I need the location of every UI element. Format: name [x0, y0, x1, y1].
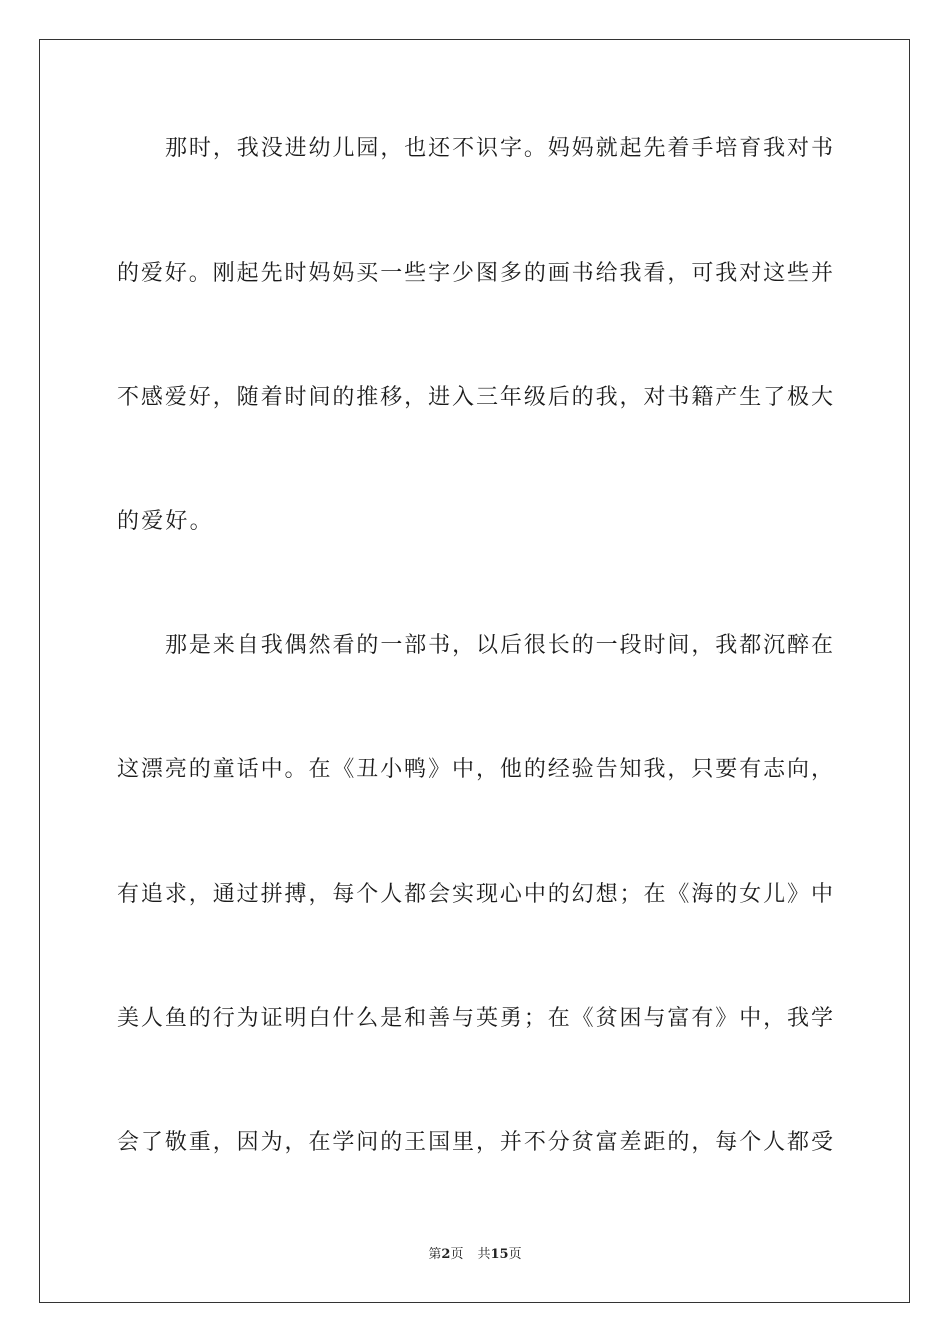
paragraph-1-line-1: 那时，我没进幼儿园，也还不识字。妈妈就起先着手培育我对书 [165, 136, 833, 161]
page-border [39, 39, 910, 1303]
paragraph-2-line-4: 美人鱼的行为证明白什么是和善与英勇；在《贫困与富有》中，我学 [117, 1006, 833, 1031]
total-label-prefix: 共 [477, 1247, 491, 1262]
paragraph-2-line-5: 会了敬重，因为，在学问的王国里，并不分贫富差距的，每个人都受 [117, 1130, 833, 1155]
page-label-prefix: 第 [428, 1247, 442, 1262]
paragraph-2-line-3: 有追求，通过拼搏，每个人都会实现心中的幻想；在《海的女儿》中 [117, 882, 833, 907]
page-footer [0, 1246, 950, 1264]
total-label-suffix: 页 [508, 1247, 522, 1262]
paragraph-2-line-2: 这漂亮的童话中。在《丑小鸭》中，他的经验告知我，只要有志向， [117, 757, 833, 782]
total-page-number: 15 [490, 1247, 509, 1262]
page-label-suffix: 页 [450, 1247, 464, 1262]
paragraph-1-line-3: 不感爱好，随着时间的推移，进入三年级后的我，对书籍产生了极大 [117, 385, 833, 410]
paragraph-1-line-4: 的爱好。 [117, 509, 214, 534]
paragraph-2-line-1: 那是来自我偶然看的一部书，以后很长的一段时间，我都沉醉在 [165, 633, 833, 658]
paragraph-1-line-2: 的爱好。刚起先时妈妈买一些字少图多的画书给我看，可我对这些并 [117, 261, 833, 286]
current-page-number: 2 [441, 1247, 451, 1262]
